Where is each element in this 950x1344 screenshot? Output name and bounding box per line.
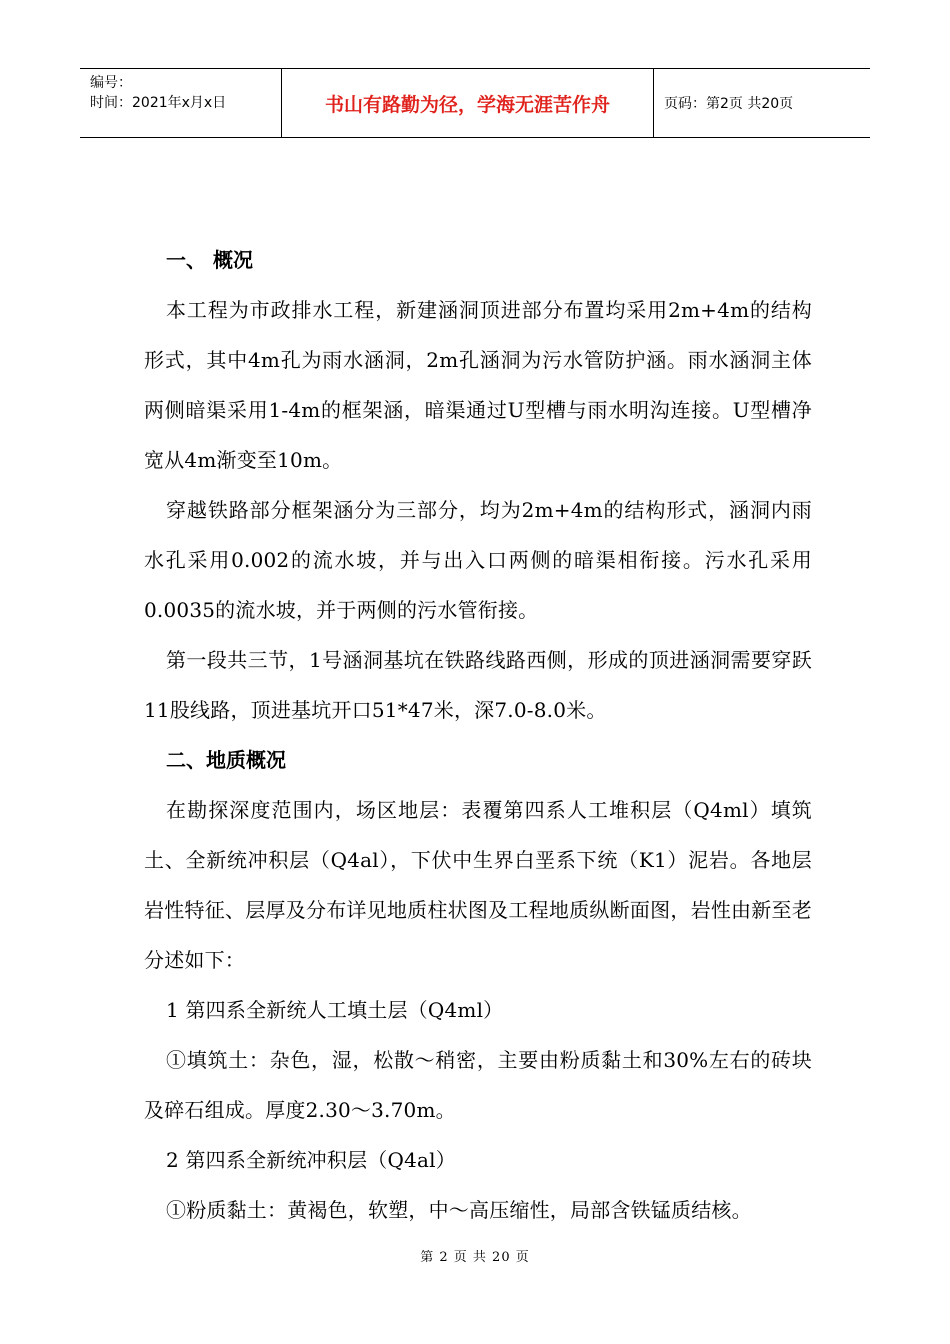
document-date: 时间：2021年x月x日 [90,95,227,111]
body-paragraph: 第一段共三节，1号涵洞基坑在铁路线路西侧，形成的顶进涵洞需要穿跃11股线路，顶进基坑开口51*47米，深7.0-8.0米。 [144,648,812,722]
page-header [80,68,870,138]
body-paragraph: 本工程为市政排水工程，新建涵洞顶进部分布置均采用2m+4m的结构形式，其中4m孔为雨水涵洞，2m孔涵洞为污水管防护涵。雨水涵洞主体两侧暗渠采用1-4m的框架涵，暗渠通过U型槽与雨水明沟连接。U型槽净宽从4m渐变至10m。 [144,298,812,472]
body-paragraph: ①填筑土：杂色，湿，松散～稍密，主要由粉质黏土和30%左右的砖块及碎石组成。厚度2.30～3.70m。 [144,1048,812,1122]
subsection-title: 2 第四系全新统冲积层（Q4al） [166,1148,456,1172]
body-paragraph: 穿越铁路部分框架涵分为三部分，均为2m+4m的结构形式，涵洞内雨水孔采用0.002的流水坡，并与出入口两侧的暗渠相衔接。污水孔采用0.0035的流水坡，并于两侧的污水管衔接。 [144,498,812,622]
header-motto: 书山有路勤为径，学海无涯苦作舟 [282,69,654,137]
section-heading-overview: 一、 概况 [166,248,253,272]
document-number-label: 编号： [90,75,132,91]
page-footer: 第 2 页 共 20 页 [420,1250,530,1265]
section-heading-geology: 二、地质概况 [166,748,286,772]
subsection-title: 1 第四系全新统人工填土层（Q4ml） [166,998,504,1022]
header-page-info: 页码：第2页 共20页 [664,96,794,112]
body-paragraph: ①粉质黏土：黄褐色，软塑，中～高压缩性，局部含铁锰质结核。 [166,1198,752,1222]
body-paragraph: 在勘探深度范围内，场区地层：表覆第四系人工堆积层（Q4ml）填筑土、全新统冲积层（Q4al），下伏中生界白垩系下统（K1）泥岩。各地层岩性特征、层厚及分布详见地质柱状图及工程地质纵断面图，岩性由新至老分述如下： [144,798,812,972]
header-meta [80,69,282,137]
document-body [144,235,812,1235]
